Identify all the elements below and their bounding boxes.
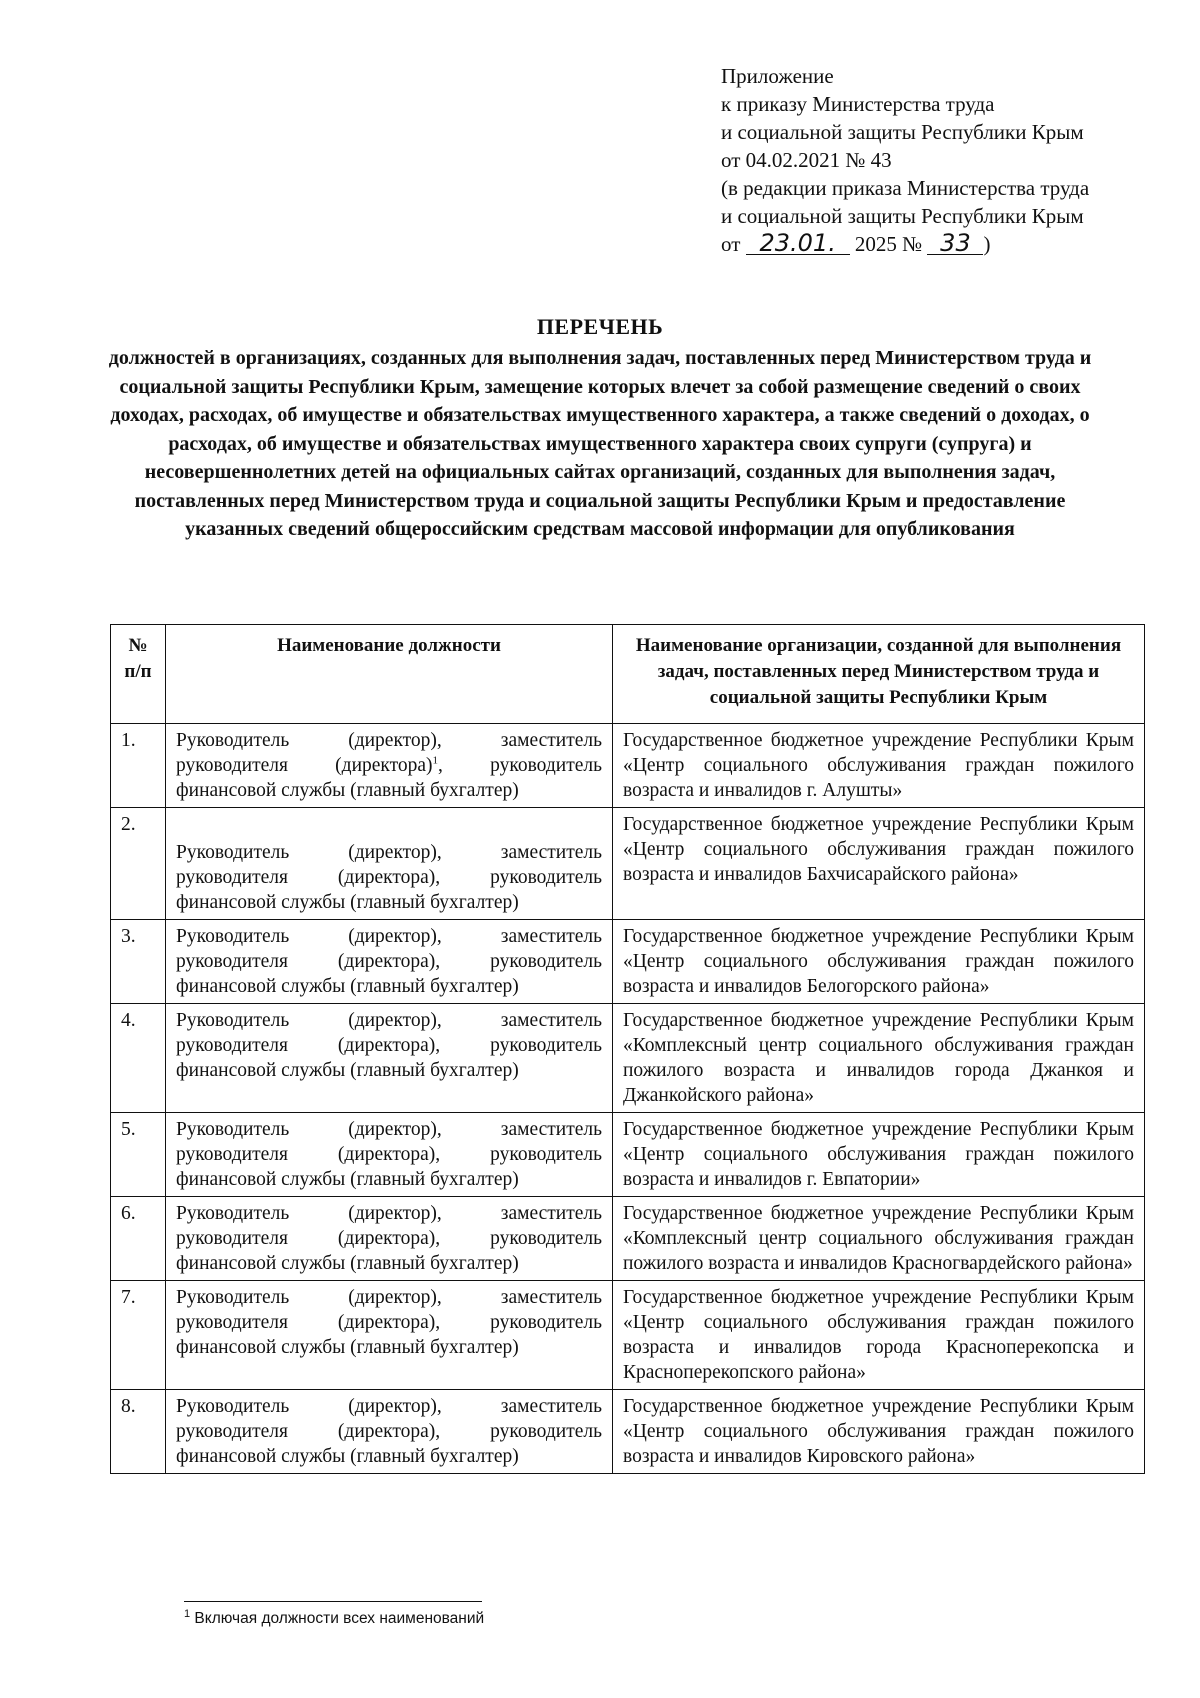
footnote-number: 1 xyxy=(184,1607,191,1620)
row-num: 2. xyxy=(111,808,166,920)
appendix-year: 2025 № xyxy=(854,232,923,256)
appendix-line: Приложение xyxy=(721,64,834,88)
table-row xyxy=(111,1281,1145,1390)
appendix-line: к приказу Министерства труда xyxy=(721,92,995,116)
row-position: Руководитель (директор), заместитель руководителя (директора), руководитель финансовой службы (главный бухгалтер) xyxy=(166,808,613,920)
appendix-prefix: от xyxy=(721,232,741,256)
row-organization: Государственное бюджетное учреждение Республики Крым «Центр социального обслуживания граждан пожилого возраста и инвалидов Кировского района» xyxy=(613,1390,1145,1474)
table-row xyxy=(111,1390,1145,1474)
table-row xyxy=(111,920,1145,1004)
handwritten-number: 33 xyxy=(927,232,983,255)
footnote-divider xyxy=(184,1601,482,1602)
row-position: Руководитель (директор), заместитель руководителя (директора), руководитель финансовой службы (главный бухгалтер) xyxy=(166,920,613,1004)
row-position: Руководитель (директор), заместитель руководителя (директора), руководитель финансовой службы (главный бухгалтер) xyxy=(166,1281,613,1390)
header-num: № п/п xyxy=(111,625,166,724)
appendix-close: ) xyxy=(983,232,991,256)
table-row xyxy=(111,1004,1145,1113)
row-organization: Государственное бюджетное учреждение Республики Крым «Комплексный центр социального обслуживания граждан пожилого возраста и инвалидов Красногвардейского района» xyxy=(613,1197,1145,1281)
row-num: 3. xyxy=(111,920,166,1004)
row-organization: Государственное бюджетное учреждение Республики Крым «Комплексный центр социального обслуживания граждан пожилого возраста и инвалидов города Джанкоя и Джанкойского района» xyxy=(613,1004,1145,1113)
table-row xyxy=(111,1197,1145,1281)
row-position: Руководитель (директор), заместитель руководителя (директора), руководитель финансовой службы (главный бухгалтер) xyxy=(166,1113,613,1197)
row-position: Руководитель (директор), заместитель руководителя (директора), руководитель финансовой службы (главный бухгалтер) xyxy=(166,1004,613,1113)
appendix-line: и социальной защиты Республики Крым xyxy=(721,120,1084,144)
row-num: 6. xyxy=(111,1197,166,1281)
table-row xyxy=(111,1113,1145,1197)
title-heading: ПЕРЕЧЕНЬ xyxy=(536,314,664,339)
row-organization: Государственное бюджетное учреждение Республики Крым «Центр социального обслуживания граждан пожилого возраста и инвалидов Белогорского района» xyxy=(613,920,1145,1004)
row-position-text: Руководитель (директор), заместитель руководителя (директора) xyxy=(176,730,602,776)
footnote-text: Включая должности всех наименований xyxy=(190,1610,485,1627)
row-num: 4. xyxy=(111,1004,166,1113)
row-organization: Государственное бюджетное учреждение Республики Крым «Центр социального обслуживания граждан пожилого возраста и инвалидов города Красноперекопска и Красноперекопского района» xyxy=(613,1281,1145,1390)
row-num: 8. xyxy=(111,1390,166,1474)
row-position: Руководитель (директор), заместитель руководителя (директора), руководитель финансовой службы (главный бухгалтер) xyxy=(166,1197,613,1281)
row-position-tail: , руководитель финансовой службы (главный бухгалтер) xyxy=(176,755,602,801)
row-organization: Государственное бюджетное учреждение Республики Крым «Центр социального обслуживания граждан пожилого возраста и инвалидов Бахчисарайского района» xyxy=(613,808,1145,920)
table-header-row xyxy=(111,625,1145,724)
row-organization: Государственное бюджетное учреждение Республики Крым «Центр социального обслуживания граждан пожилого возраста и инвалидов г. Алушты» xyxy=(613,724,1145,808)
header-organization: Наименование организации, созданной для выполнения задач, поставленных перед Министерством труда и социальной защиты Республики Крым xyxy=(613,625,1145,724)
appendix-edition-line xyxy=(721,230,1161,258)
footnote-mark: 1 xyxy=(432,754,439,767)
appendix-line: и социальной защиты Республики Крым xyxy=(721,204,1084,228)
positions-table xyxy=(110,624,1145,1474)
row-position: Руководитель (директор), заместитель руководителя (директора), руководитель финансовой службы (главный бухгалтер) xyxy=(166,1390,613,1474)
row-organization: Государственное бюджетное учреждение Республики Крым «Центр социального обслуживания граждан пожилого возраста и инвалидов г. Евпатории» xyxy=(613,1113,1145,1197)
appendix-line: от 04.02.2021 № 43 xyxy=(721,148,892,172)
appendix-line: (в редакции приказа Министерства труда xyxy=(721,176,1090,200)
table-row xyxy=(111,808,1145,920)
document-title xyxy=(100,312,1100,544)
title-body: должностей в организациях, созданных для выполнения задач, поставленных перед Министерством труда и социальной защиты Республики Крым, замещение которых влечет за собой размещение сведений о своих доходах, расходах, об имуществе и обязательствах имущественного характера, а также сведений о доходах, о расходах, об имуществе и обязательствах имущественного характера своих супруги (супруга) и несовершеннолетних детей на официальных сайтах организаций, созданных для выполнения задач, поставленных перед Министерством труда и социальной защиты Республики Крым и предоставление указанных сведений общероссийским средствам массовой информации для опубликования xyxy=(108,347,1092,540)
row-num: 5. xyxy=(111,1113,166,1197)
row-position xyxy=(166,724,613,808)
handwritten-date: 23.01. xyxy=(746,232,850,255)
footnote xyxy=(184,1607,485,1628)
row-num: 1. xyxy=(111,724,166,808)
appendix-block xyxy=(721,62,1161,258)
row-num: 7. xyxy=(111,1281,166,1390)
header-position: Наименование должности xyxy=(166,625,613,724)
table-row xyxy=(111,724,1145,808)
